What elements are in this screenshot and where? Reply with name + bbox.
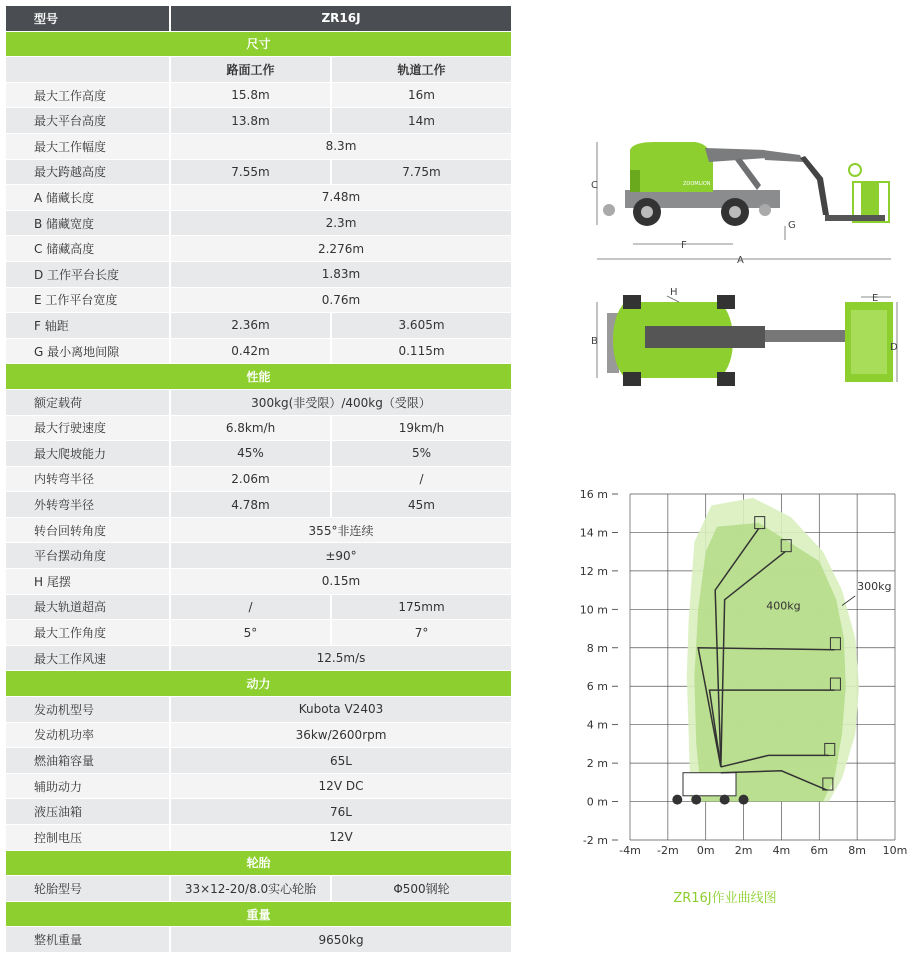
row-value: 0.42m bbox=[169, 339, 330, 365]
table-row bbox=[6, 236, 511, 262]
section-header bbox=[6, 671, 511, 697]
dim-label-f: F bbox=[681, 240, 687, 251]
brand-logo-text: ZOOMLION bbox=[683, 181, 711, 187]
row-label: 燃油箱容量 bbox=[6, 748, 169, 774]
table-row bbox=[6, 543, 511, 569]
row-value: 7.75m bbox=[330, 160, 511, 186]
row-value: 14m bbox=[330, 108, 511, 134]
row-label: 轮胎型号 bbox=[6, 876, 169, 902]
row-label: 转台回转角度 bbox=[6, 518, 169, 544]
row-value: 4.78m bbox=[169, 492, 330, 518]
row-value: 45m bbox=[330, 492, 511, 518]
row-value: 12.5m/s bbox=[169, 646, 511, 672]
chart-machine-body bbox=[683, 773, 736, 796]
row-label: D 工作平台长度 bbox=[6, 262, 169, 288]
chart-machine-wheel bbox=[739, 795, 749, 805]
row-value: 45% bbox=[169, 441, 330, 467]
row-value: 300kg(非受限）/400kg（受限） bbox=[169, 390, 511, 416]
y-tick-label: 4 m bbox=[586, 718, 608, 732]
row-value: 15.8m bbox=[169, 83, 330, 109]
model-label: 型号 bbox=[6, 6, 169, 32]
row-value: 0.115m bbox=[330, 339, 511, 365]
x-tick-label: 0m bbox=[696, 844, 715, 857]
side-view bbox=[591, 142, 891, 266]
column-subheader-row bbox=[6, 57, 511, 83]
dim-label-e: E bbox=[872, 293, 879, 304]
row-label: 额定载荷 bbox=[6, 390, 169, 416]
row-value: 9650kg bbox=[169, 927, 511, 953]
chart-machine-wheel bbox=[672, 795, 682, 805]
table-row bbox=[6, 748, 511, 774]
table-row bbox=[6, 288, 511, 314]
series-label-300kg: 300kg bbox=[857, 580, 892, 594]
y-tick-label: 16 m bbox=[579, 488, 608, 501]
row-value: 16m bbox=[330, 83, 511, 109]
table-row bbox=[6, 262, 511, 288]
machine-drawings bbox=[585, 130, 905, 400]
table-row bbox=[6, 723, 511, 749]
table-row bbox=[6, 518, 511, 544]
row-label: B 储藏宽度 bbox=[6, 211, 169, 237]
chart-caption: ZR16J作业曲线图 bbox=[673, 891, 777, 906]
y-tick-label: 6 m bbox=[586, 680, 608, 694]
y-tick-label: 0 m bbox=[586, 795, 608, 809]
dim-label-a: A bbox=[737, 255, 744, 266]
section-header bbox=[6, 32, 511, 58]
table-row bbox=[6, 467, 511, 493]
section-header bbox=[6, 851, 511, 877]
x-tick-label: 2m bbox=[734, 844, 753, 857]
y-tick-label: 12 m bbox=[579, 564, 608, 578]
row-value: 7.55m bbox=[169, 160, 330, 186]
chart-machine-wheel bbox=[691, 795, 701, 805]
row-label: 发动机型号 bbox=[6, 697, 169, 723]
y-tick-label: 10 m bbox=[579, 603, 608, 617]
row-label: H 尾摆 bbox=[6, 569, 169, 595]
dim-label-g: G bbox=[788, 220, 796, 231]
y-tick-label: 8 m bbox=[586, 641, 608, 655]
x-tick-label: 4m bbox=[772, 844, 791, 857]
row-value: 33×12-20/8.0实心轮胎 bbox=[169, 876, 330, 902]
row-value: 3.605m bbox=[330, 313, 511, 339]
row-label: 内转弯半径 bbox=[6, 467, 169, 493]
table-row bbox=[6, 134, 511, 160]
row-label: 最大工作角度 bbox=[6, 620, 169, 646]
subheader-blank bbox=[6, 57, 169, 83]
row-label: 辅助动力 bbox=[6, 774, 169, 800]
section-title: 动力 bbox=[6, 671, 511, 697]
row-label: 最大轨道超高 bbox=[6, 595, 169, 621]
section-title: 轮胎 bbox=[6, 851, 511, 877]
row-value: 5% bbox=[330, 441, 511, 467]
table-row bbox=[6, 799, 511, 825]
spec-table bbox=[6, 6, 511, 953]
row-value: 6.8km/h bbox=[169, 416, 330, 442]
row-label: 最大工作幅度 bbox=[6, 134, 169, 160]
table-row bbox=[6, 313, 511, 339]
row-value: 355°非连续 bbox=[169, 518, 511, 544]
y-tick-label: 14 m bbox=[579, 526, 608, 540]
y-tick-label: -2 m bbox=[582, 834, 608, 847]
row-label: 最大行驶速度 bbox=[6, 416, 169, 442]
section-title: 性能 bbox=[6, 364, 511, 390]
row-label: 控制电压 bbox=[6, 825, 169, 851]
row-value: 12V DC bbox=[169, 774, 511, 800]
model-value: ZR16J bbox=[169, 6, 511, 32]
section-title: 尺寸 bbox=[6, 32, 511, 58]
row-label: F 轴距 bbox=[6, 313, 169, 339]
row-value: 175mm bbox=[330, 595, 511, 621]
row-label: 最大跨越高度 bbox=[6, 160, 169, 186]
table-row bbox=[6, 927, 511, 953]
table-row bbox=[6, 441, 511, 467]
row-label: 整机重量 bbox=[6, 927, 169, 953]
row-value: 0.76m bbox=[169, 288, 511, 314]
table-row bbox=[6, 390, 511, 416]
row-value: / bbox=[169, 595, 330, 621]
section-header bbox=[6, 902, 511, 928]
row-value: Φ500钢轮 bbox=[330, 876, 511, 902]
row-value: 7° bbox=[330, 620, 511, 646]
row-value: 12V bbox=[169, 825, 511, 851]
row-label: 最大工作风速 bbox=[6, 646, 169, 672]
row-label: 平台摆动角度 bbox=[6, 543, 169, 569]
dim-label-h: H bbox=[670, 287, 678, 298]
section-title: 重量 bbox=[6, 902, 511, 928]
row-value: 2.276m bbox=[169, 236, 511, 262]
row-value: 76L bbox=[169, 799, 511, 825]
top-view bbox=[591, 287, 898, 386]
x-tick-label: 8m bbox=[848, 844, 867, 857]
x-tick-label: -4m bbox=[619, 844, 641, 857]
row-label: 液压油箱 bbox=[6, 799, 169, 825]
row-label: 最大爬坡能力 bbox=[6, 441, 169, 467]
table-row bbox=[6, 646, 511, 672]
table-row bbox=[6, 339, 511, 365]
table-row bbox=[6, 160, 511, 186]
row-label: G 最小离地间隙 bbox=[6, 339, 169, 365]
row-label: 最大平台高度 bbox=[6, 108, 169, 134]
x-tick-label: -2m bbox=[657, 844, 679, 857]
row-value: 65L bbox=[169, 748, 511, 774]
table-header-row bbox=[6, 6, 511, 32]
row-label: C 储藏高度 bbox=[6, 236, 169, 262]
row-label: E 工作平台宽度 bbox=[6, 288, 169, 314]
table-row bbox=[6, 825, 511, 851]
table-row bbox=[6, 416, 511, 442]
row-label: 最大工作高度 bbox=[6, 83, 169, 109]
row-value: Kubota V2403 bbox=[169, 697, 511, 723]
dim-label-c: C bbox=[591, 180, 598, 191]
row-value: 19km/h bbox=[330, 416, 511, 442]
subheader-road: 路面工作 bbox=[169, 57, 330, 83]
table-row bbox=[6, 108, 511, 134]
table-row bbox=[6, 185, 511, 211]
row-value: ±90° bbox=[169, 543, 511, 569]
row-value: 2.36m bbox=[169, 313, 330, 339]
x-tick-label: 10m bbox=[882, 844, 908, 857]
row-value: 2.06m bbox=[169, 467, 330, 493]
dim-label-d: D bbox=[890, 342, 898, 353]
row-value: 0.15m bbox=[169, 569, 511, 595]
row-value: 7.48m bbox=[169, 185, 511, 211]
row-label: A 储藏长度 bbox=[6, 185, 169, 211]
x-tick-label: 6m bbox=[810, 844, 829, 857]
section-header bbox=[6, 364, 511, 390]
working-envelope-chart bbox=[575, 480, 910, 910]
row-value: 8.3m bbox=[169, 134, 511, 160]
row-value: 2.3m bbox=[169, 211, 511, 237]
table-row bbox=[6, 620, 511, 646]
row-label: 外转弯半径 bbox=[6, 492, 169, 518]
table-row bbox=[6, 876, 511, 902]
table-row bbox=[6, 595, 511, 621]
table-row bbox=[6, 492, 511, 518]
table-row bbox=[6, 211, 511, 237]
row-value: 36kw/2600rpm bbox=[169, 723, 511, 749]
y-tick-label: 2 m bbox=[586, 757, 608, 771]
row-value: / bbox=[330, 467, 511, 493]
row-value: 5° bbox=[169, 620, 330, 646]
subheader-rail: 轨道工作 bbox=[330, 57, 511, 83]
table-row bbox=[6, 697, 511, 723]
table-row bbox=[6, 83, 511, 109]
table-row bbox=[6, 569, 511, 595]
dim-label-b: B bbox=[591, 336, 598, 347]
row-label: 发动机功率 bbox=[6, 723, 169, 749]
chart-machine-wheel bbox=[720, 795, 730, 805]
table-row bbox=[6, 774, 511, 800]
series-label-400kg: 400kg bbox=[766, 599, 801, 613]
row-value: 1.83m bbox=[169, 262, 511, 288]
row-value: 13.8m bbox=[169, 108, 330, 134]
